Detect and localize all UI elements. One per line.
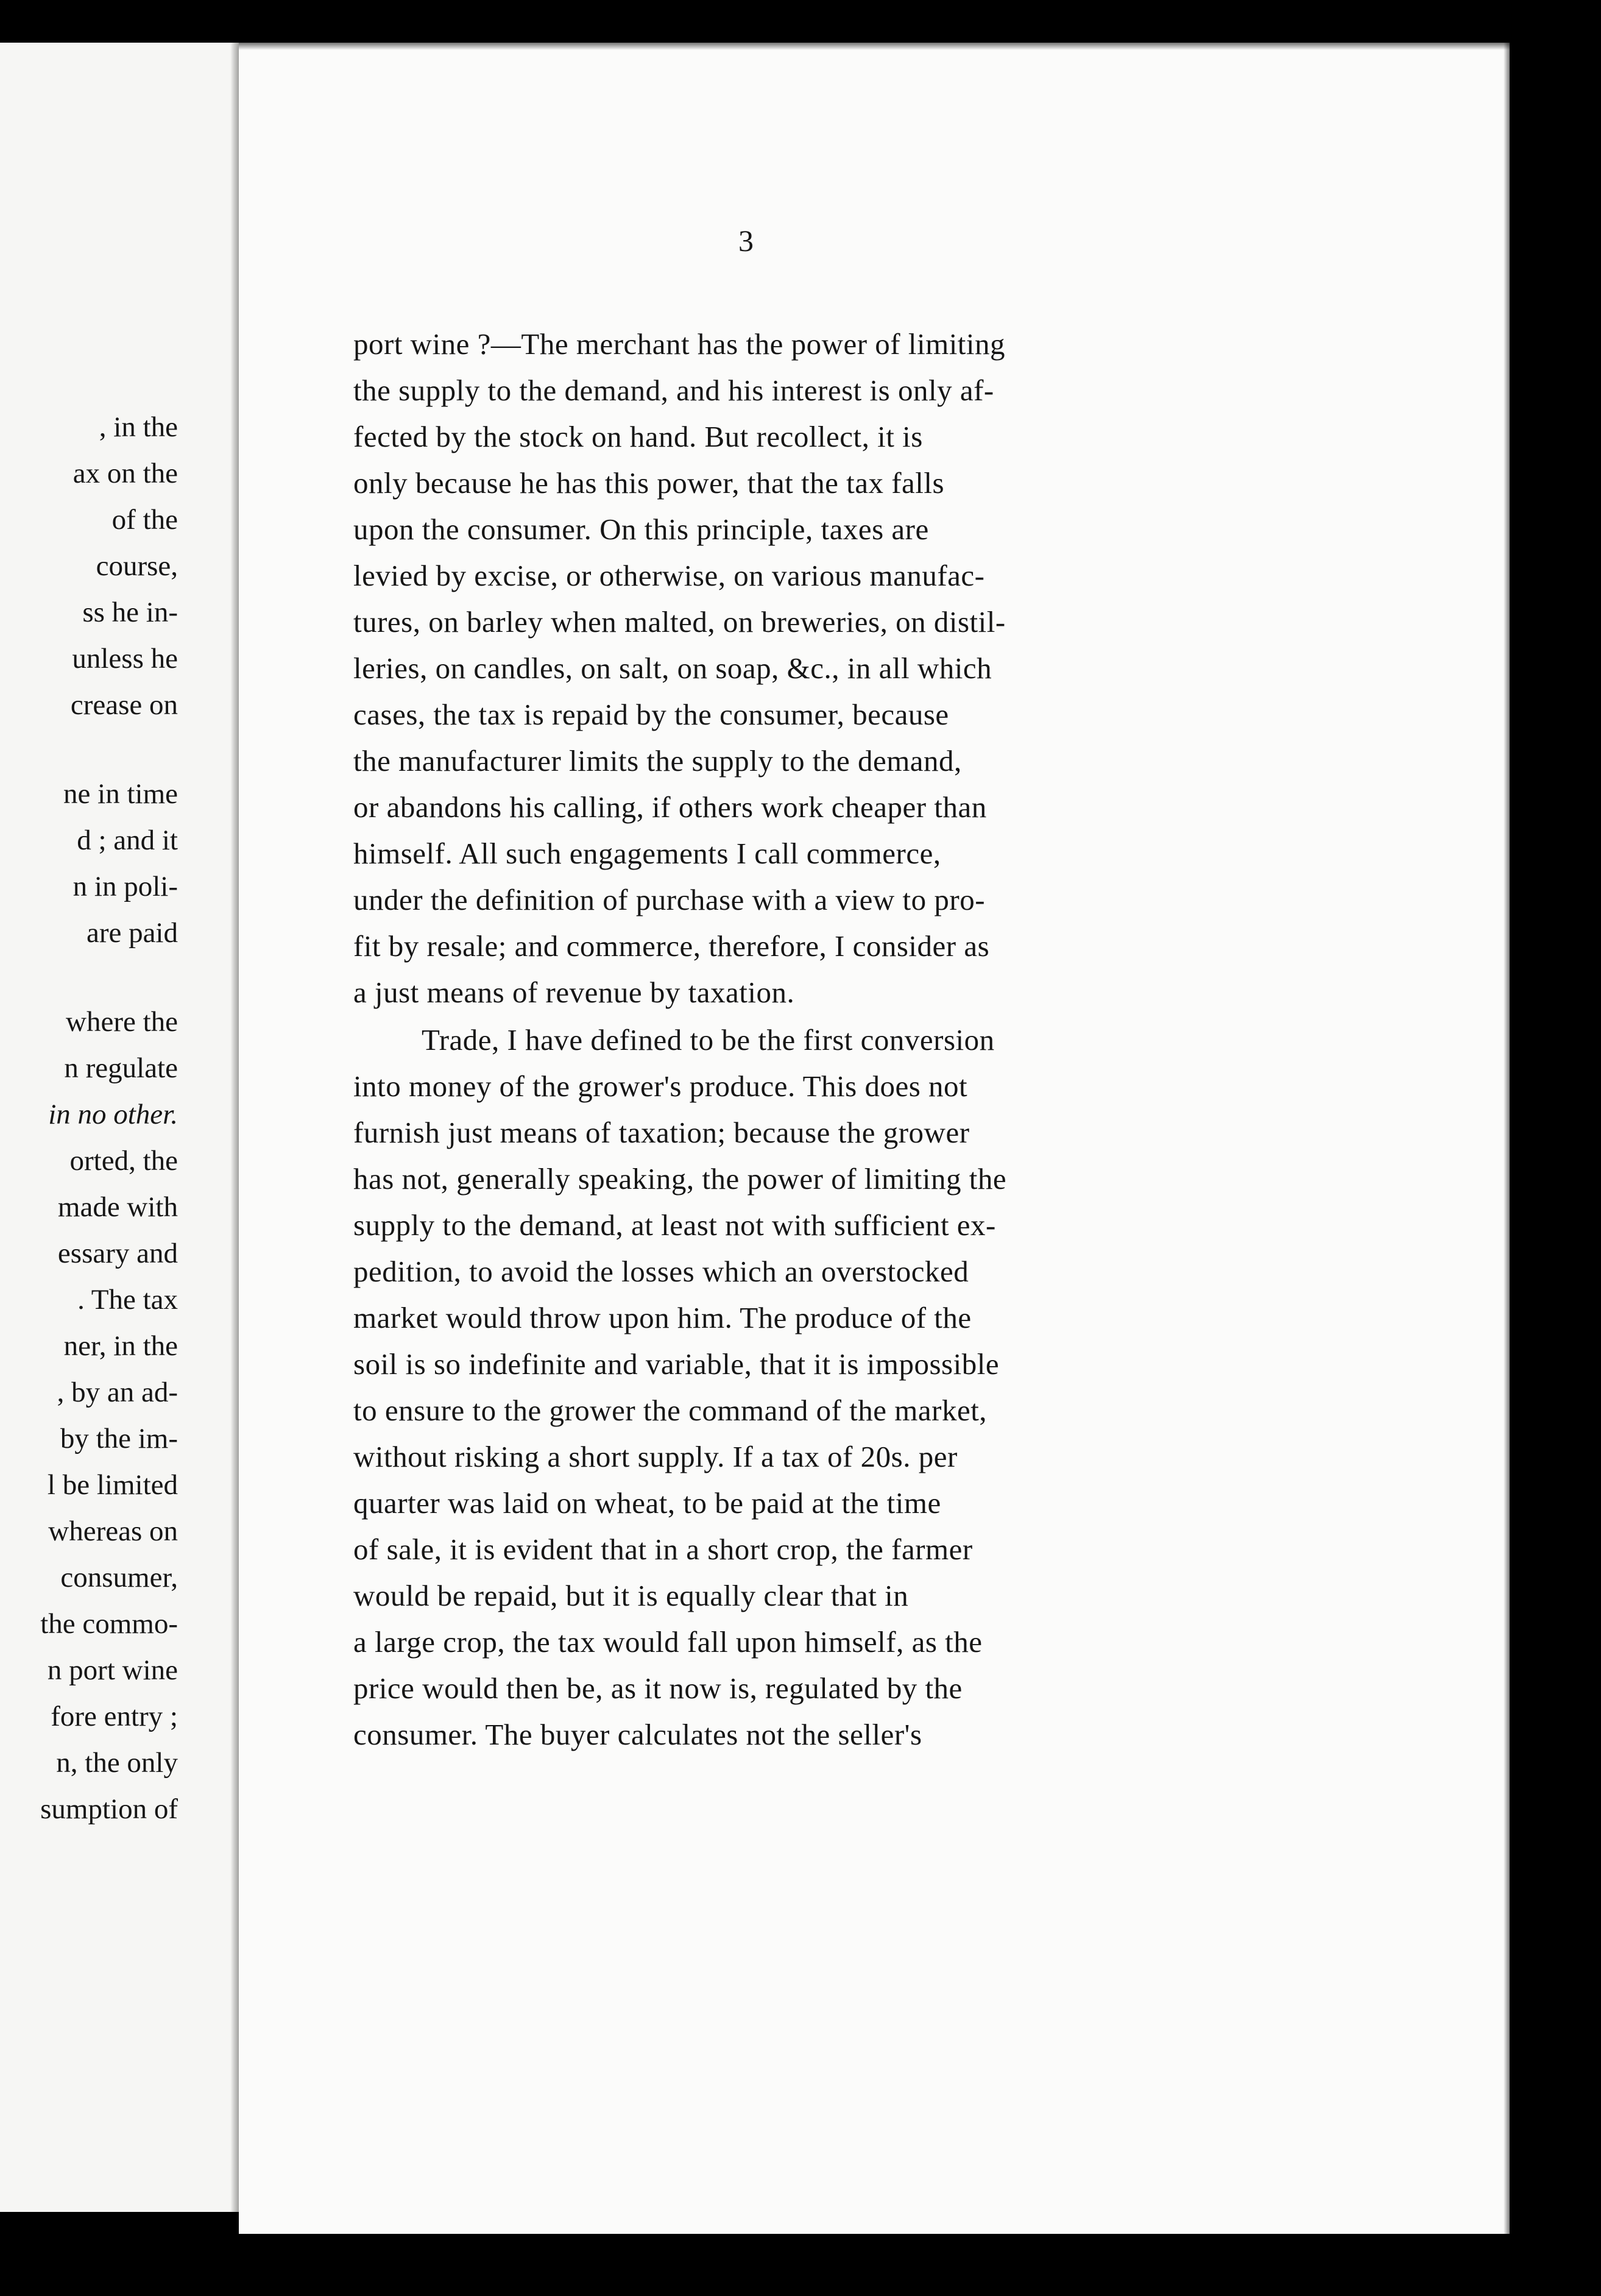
left-page-line: n port wine xyxy=(47,1654,178,1686)
page-right-edge xyxy=(1504,43,1510,2234)
body-line: cases, the tax is repaid by the consumer, because xyxy=(353,698,949,731)
left-page-line: l be limited xyxy=(47,1469,178,1501)
gutter-shadow xyxy=(230,43,239,2212)
left-page-line: in no other. xyxy=(48,1099,178,1130)
body-line: port wine ?—The merchant has the power of limiting xyxy=(353,327,1006,361)
left-page-line: . The tax xyxy=(77,1284,178,1316)
left-page-line: n, the only xyxy=(56,1747,178,1779)
body-line: of sale, it is evident that in a short crop, the farmer xyxy=(353,1532,973,1566)
left-page-line: ax on the xyxy=(72,458,178,489)
body-line: a just means of revenue by taxation. xyxy=(353,976,795,1009)
left-page-line: where the xyxy=(66,1006,178,1038)
body-line: price would then be, as it now is, regulated by the xyxy=(353,1671,963,1705)
body-line: leries, on candles, on salt, on soap, &c., in all which xyxy=(353,651,992,685)
body-line: without risking a short supply. If a tax of 20s. per xyxy=(353,1440,958,1473)
body-line: Trade, I have defined to be the first conversion xyxy=(422,1023,995,1057)
body-line: pedition, to avoid the losses which an overstocked xyxy=(353,1255,969,1288)
left-page-line: fore entry ; xyxy=(51,1701,178,1732)
body-line: has not, generally speaking, the power of limiting the xyxy=(353,1162,1007,1196)
body-line: furnish just means of taxation; because the grower xyxy=(353,1116,970,1149)
left-page-line: consumer, xyxy=(60,1562,178,1593)
body-line: the supply to the demand, and his interest is only af- xyxy=(353,374,994,407)
body-line: fected by the stock on hand. But recollect, it is xyxy=(353,420,923,453)
left-page-line: crease on xyxy=(70,689,178,721)
body-line: supply to the demand, at least not with sufficient ex- xyxy=(353,1208,996,1242)
body-line: soil is so indefinite and variable, that it is impossible xyxy=(353,1347,1000,1381)
left-page-line: n regulate xyxy=(64,1052,178,1084)
left-page-line: ner, in the xyxy=(63,1330,178,1362)
left-page-line: essary and xyxy=(57,1238,178,1269)
body-line: consumer. The buyer calculates not the seller's xyxy=(353,1718,922,1751)
left-page-line: d ; and it xyxy=(77,824,178,856)
left-page-line: sumption of xyxy=(40,1793,178,1825)
body-line: fit by resale; and commerce, therefore, I consider as xyxy=(353,929,990,963)
left-page-line: , by an ad- xyxy=(57,1377,178,1408)
left-page-line: ss he in- xyxy=(82,597,178,628)
left-page-line: unless he xyxy=(72,643,178,675)
body-line: tures, on barley when malted, on breweries, on distil- xyxy=(353,605,1006,639)
body-line: upon the consumer. On this principle, taxes are xyxy=(353,512,929,546)
body-line: a large crop, the tax would fall upon himself, as the xyxy=(353,1625,983,1659)
body-line: himself. All such engagements I call commerce, xyxy=(353,837,941,870)
left-page-line: made with xyxy=(57,1191,178,1223)
left-page-line: the commo- xyxy=(40,1608,178,1640)
body-line: market would throw upon him. The produce of the xyxy=(353,1301,972,1334)
page-number: 3 xyxy=(738,224,754,258)
left-page-line: by the im- xyxy=(60,1423,178,1454)
left-page-line: course, xyxy=(96,550,178,582)
left-page-line: ne in time xyxy=(63,778,178,810)
left-facing-page xyxy=(0,43,239,2212)
left-page-line: n in poli- xyxy=(72,871,178,902)
right-page xyxy=(239,43,1510,2234)
body-line: quarter was laid on wheat, to be paid at the time xyxy=(353,1486,941,1520)
body-line: would be repaid, but it is equally clear that in xyxy=(353,1579,909,1612)
body-line: under the definition of purchase with a view to pro- xyxy=(353,883,986,916)
body-line: only because he has this power, that the tax falls xyxy=(353,466,945,500)
left-page-line: whereas on xyxy=(48,1515,178,1547)
left-page-line: orted, the xyxy=(69,1145,178,1177)
body-line: levied by excise, or otherwise, on various manufac- xyxy=(353,559,985,592)
body-line: to ensure to the grower the command of the market, xyxy=(353,1394,988,1427)
body-line: into money of the grower's produce. This does not xyxy=(353,1069,968,1103)
left-page-line: are paid xyxy=(86,917,178,949)
page-top-edge xyxy=(239,43,1510,50)
body-line: the manufacturer limits the supply to the demand, xyxy=(353,744,962,778)
left-page-line: of the xyxy=(111,504,178,536)
left-page-line: , in the xyxy=(99,411,178,443)
body-line: or abandons his calling, if others work cheaper than xyxy=(353,790,987,824)
